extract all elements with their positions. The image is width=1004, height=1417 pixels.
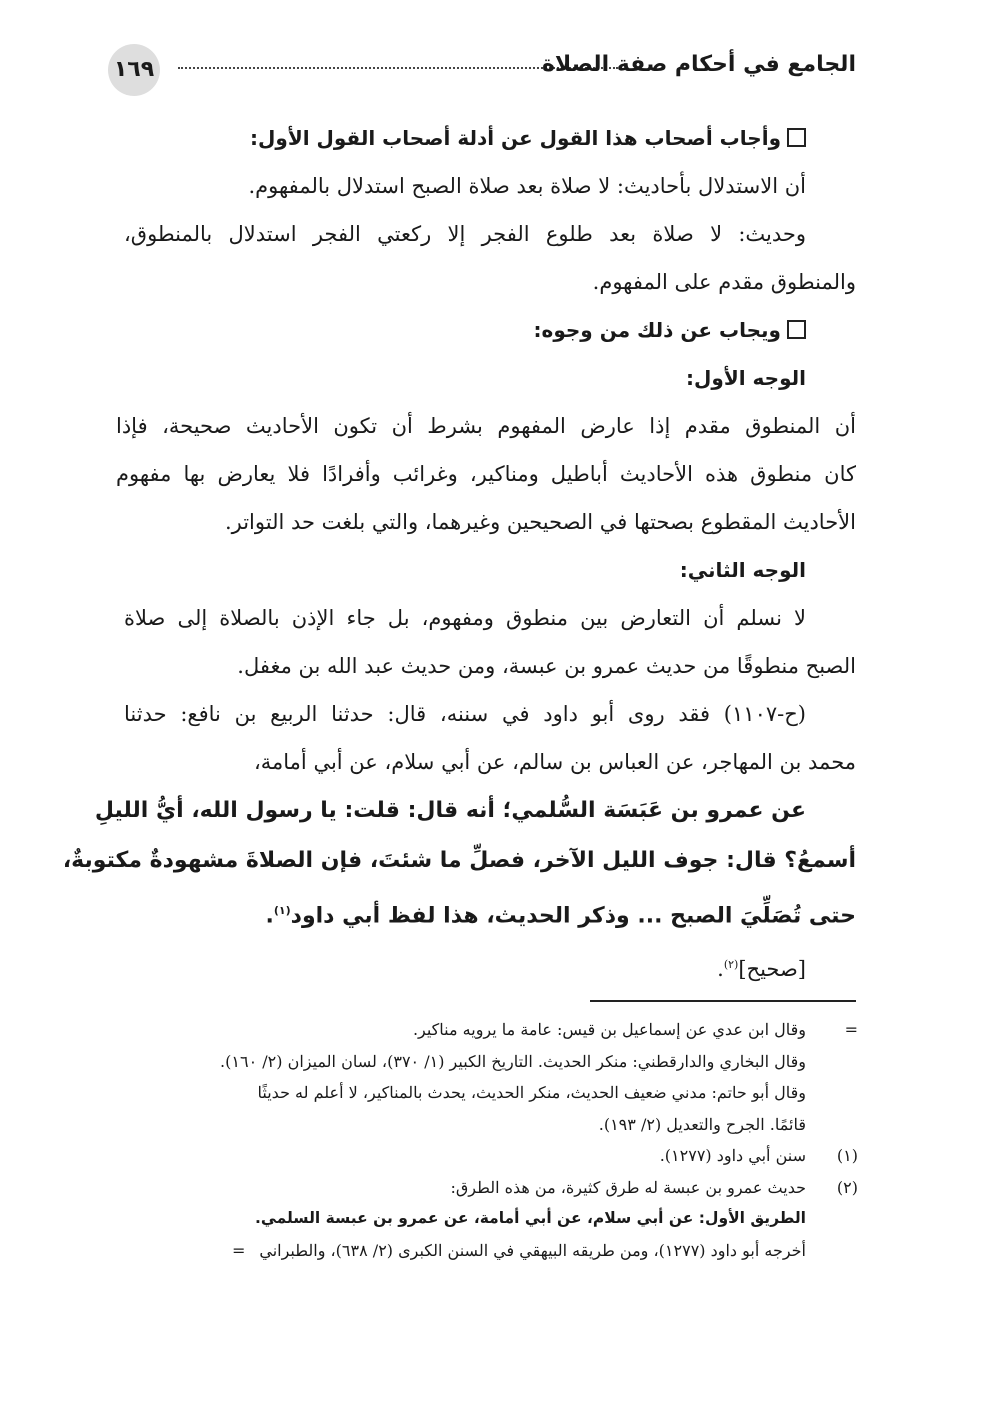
footnotes — [124, 1014, 858, 1266]
running-header — [108, 44, 856, 96]
paragraph-line: أن الاستدلال بأحاديث: لا صلاة بعد صلاة الصبح استدلال بالمفهوم. — [248, 174, 806, 198]
footnote-line: أخرجه أبو داود (١٢٧٧)، ومن طريقه البيهقي في السنن الكبرى (٢/ ٦٣٨)، والطبراني= — [231, 1240, 806, 1260]
paragraph-line: الصبح منطوقًا من حديث عمرو بن عبسة، ومن حديث عبد الله بن مغفل. — [237, 654, 856, 678]
paragraph-line: والمنطوق مقدم على المفهوم. — [592, 270, 856, 294]
section-heading-answer: وأجاب أصحاب هذا القول عن أدلة أصحاب القول الأول: — [124, 114, 806, 162]
footnote-2: (٢) حديث عمرو بن عبسة له طرق كثيرة، من هذه الطرق: — [124, 1172, 806, 1204]
paragraph-line: الأحاديث المقطوع بصحتها في الصحيحين وغيرهما، والتي بلغت حد التواتر. — [224, 510, 856, 534]
footnote-line: وقال البخاري والدارقطني: منكر الحديث. التاريخ الكبير (١/ ٣٧٠)، لسان الميزان (٢/ ١٦٠). — [220, 1051, 806, 1071]
paragraph-line: محمد بن المهاجر، عن العباس بن سالم، عن أبي سلام، عن أبي أمامة، — [254, 750, 856, 774]
footnote-line-bold: الطريق الأول: عن أبي سلام، عن أبي أمامة، عن عمرو بن عبسة السلمي. — [255, 1209, 806, 1227]
footnote-line: = وقال ابن عدي عن إسماعيل بن قيس: عامة ما يرويه مناكير. — [124, 1014, 806, 1046]
footnote-marker: (٢) — [836, 1177, 858, 1197]
subheading-second-aspect: الوجه الثاني: — [679, 558, 806, 582]
hadith-text-line: عن عمرو بن عَبَسَة السُّلمي؛ أنه قال: قلت: يا رسول الله، أيُّ الليلِ — [94, 798, 806, 823]
continuation-marker: = — [844, 1020, 858, 1039]
section-heading-response: ويجاب عن ذلك من وجوه: — [124, 306, 806, 354]
square-bullet-icon — [787, 128, 806, 147]
paragraph-line: لا نسلم أن التعارض بين منطوق ومفهوم، بل جاء الإذن بالصلاة إلى صلاة — [124, 606, 806, 630]
page-number-badge: ١٦٩ — [108, 44, 160, 96]
square-bullet-icon — [787, 320, 806, 339]
hadith-grade: [صحيح]$^{(٢)}$. — [717, 957, 806, 982]
footnote-separator — [590, 1000, 856, 1002]
paragraph-line: (ح-١١٠٧) فقد روى أبو داود في سننه، قال: حدثنا الربيع بن نافع: حدثنا — [124, 702, 806, 726]
subheading-first-aspect: الوجه الأول: — [686, 366, 806, 390]
paragraph-line: كان منطوق هذه الأحاديث أباطيل ومناكير، وغرائب وأفرادًا فلا يعارض بها مفهوم — [116, 462, 856, 486]
footnote-ref-2: (٢) — [723, 958, 739, 972]
footnote-1: (١) سنن أبي داود (١٢٧٧). — [124, 1140, 806, 1172]
paragraph-line: وحديث: لا صلاة بعد طلوع الفجر إلا ركعتي الفجر استدلال بالمنطوق، — [124, 222, 806, 246]
main-text — [62, 114, 856, 993]
book-title: الجامع في أحكام صفة الصلاة — [541, 52, 856, 77]
footnote-line: وقال أبو حاتم: مدني ضعيف الحديث، منكر الحديث، يحدث بالمناكير، لا أعلم له حديثًا — [257, 1083, 806, 1102]
hadith-text-line: حتى تُصَلِّيَ الصبح ... وذكر الحديث، هذا لفظ أبي داود$^{(١)}$. — [265, 903, 856, 929]
continuation-marker: = — [231, 1240, 246, 1260]
footnote-marker: (١) — [836, 1146, 858, 1165]
paragraph-line: أن المنطوق مقدم إذا عارض المفهوم بشرط أن تكون الأحاديث صحيحة، فإذا — [116, 414, 856, 438]
footnote-ref-1: (١) — [273, 904, 291, 917]
hadith-text-line: أسمعُ؟ قال: جوف الليل الآخر، فصلِّ ما شئتَ، فإن الصلاةَ مشهودةٌ مكتوبةٌ، — [62, 848, 856, 873]
footnote-line: قائمًا. الجرح والتعديل (٢/ ١٩٣). — [598, 1114, 806, 1134]
